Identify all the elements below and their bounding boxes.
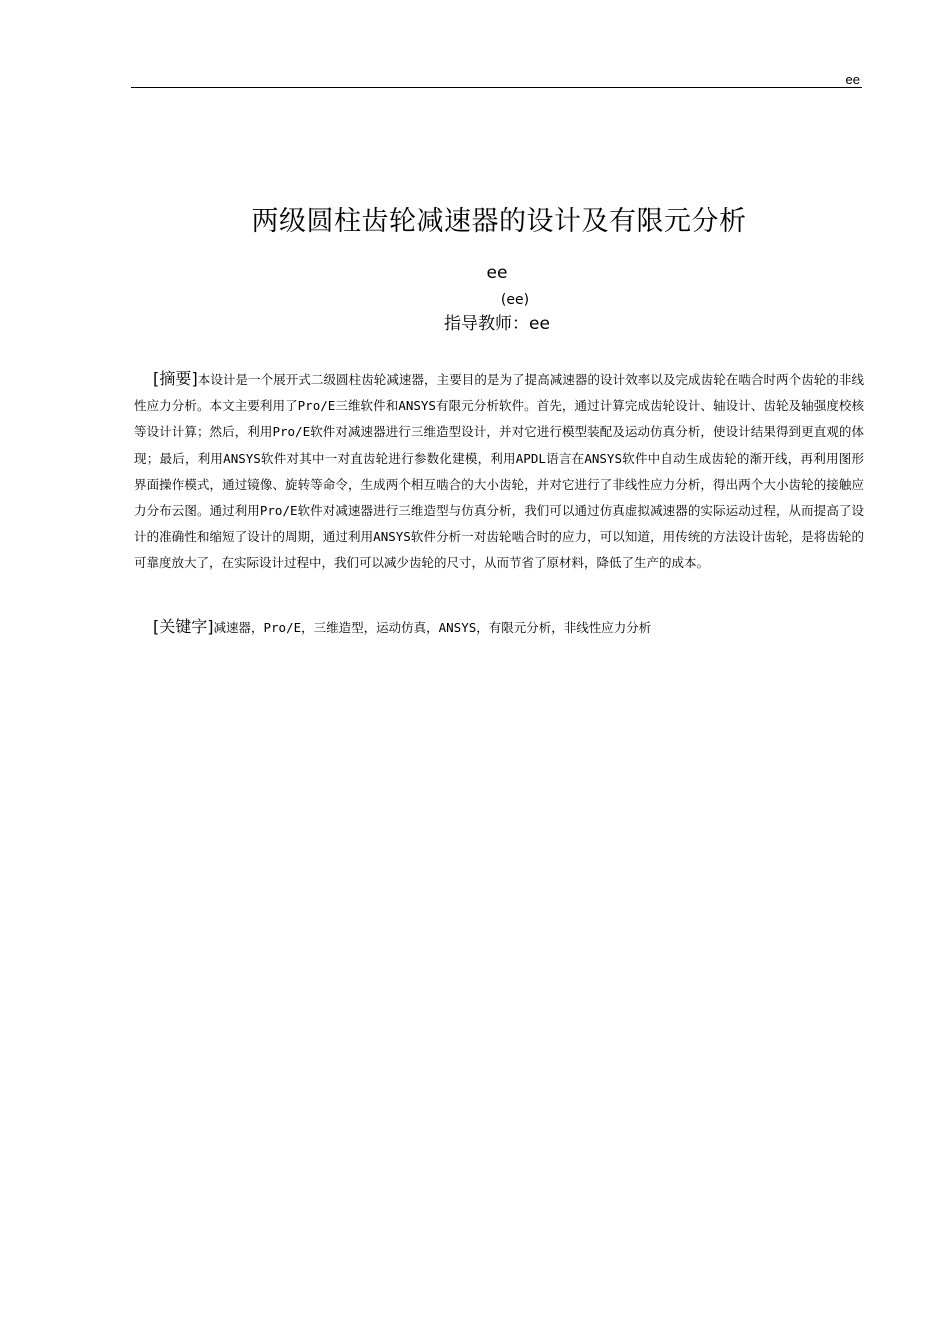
author-name: ee xyxy=(486,263,508,283)
abstract-label: [摘要] xyxy=(153,369,198,388)
header-rule xyxy=(131,87,862,88)
keywords-label: [关键字] xyxy=(153,617,214,636)
abstract-text: 本设计是一个展开式二级圆柱齿轮减速器，主要目的是为了提高减速器的设计效率以及完成齿轮在啮合时两个齿轮的非线性应力分析。本文主要利用了Pro/E三维软件和ANSYS有限元分析软件。首先，通过计算完成齿轮设计、轴设计、齿轮及轴强度校核等设计计算；然后，利用Pro/E软件对减速器进行三维造型设计，并对它进行模型装配及运动仿真分析，使设计结果得到更直观的体现；最后，利用ANSYS软件对其中一对直齿轮进行参数化建模，利用APDL语言在ANSYS软件中自动生成齿轮的渐开线，再利用图形界面操作模式，通过镜像、旋转等命令，生成两个相互啮合的大小齿轮，并对它进行了非线性应力分析，得出两个大小齿轮的接触应力分布云图。通过利用Pro/E软件对减速器进行三维造型与仿真分析，我们可以通过仿真虚拟减速器的实际运动过程，从而提高了设计的准确性和缩短了设计的周期，通过利用ANSYS软件分析一对齿轮啮合时的应力，可以知道，用传统的方法设计齿轮，是将齿轮的可靠度放大了，在实际设计过程中，我们可以减少齿轮的尺寸，从而节省了原材料，降低了生产的成本。 xyxy=(134,372,864,571)
author-affiliation: (ee) xyxy=(500,292,530,308)
advisor-line: 指导教师：ee xyxy=(444,314,550,334)
keywords-text: 减速器，Pro/E，三维造型，运动仿真，ANSYS，有限元分析，非线性应力分析 xyxy=(213,620,652,635)
keywords-paragraph xyxy=(134,614,864,641)
abstract-paragraph xyxy=(134,366,864,577)
running-header: ee xyxy=(845,72,860,87)
page-title: 两级圆柱齿轮减速器的设计及有限元分析 xyxy=(251,206,747,238)
